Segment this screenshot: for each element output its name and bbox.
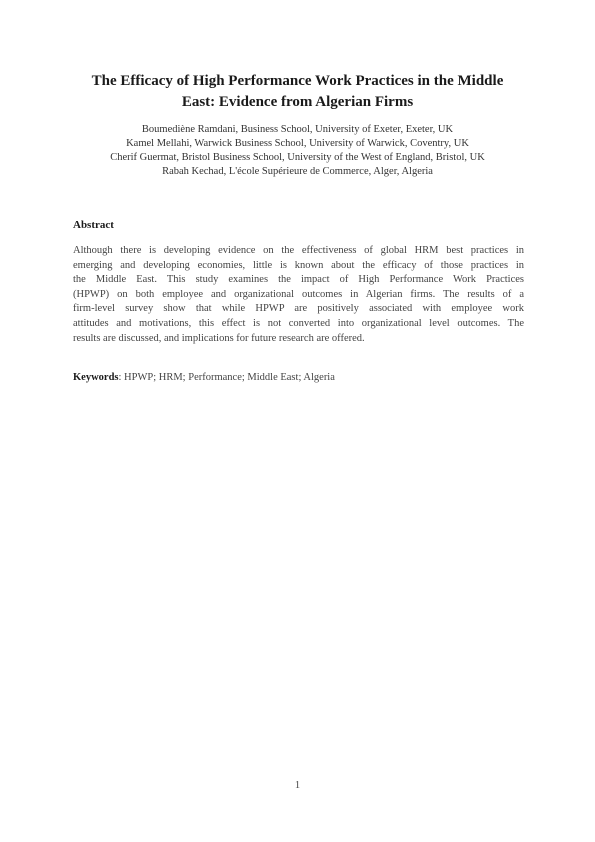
abstract-line-2: emerging and developing economies, little is known about the efficacy of those practices in — [73, 259, 524, 271]
keywords-separator: : — [118, 372, 125, 383]
author-affiliation-1: Boumediène Ramdani, Business School, University of Exeter, Exeter, UK — [141, 124, 454, 135]
abstract-line-4: (HPWP) on both employee and organizational outcomes in Algerian firms. The results of a — [73, 288, 524, 300]
abstract-line-1: Although there is developing evidence on the effectiveness of global HRM best practices in — [73, 245, 524, 256]
abstract-heading: Abstract — [73, 219, 114, 231]
abstract-line-3: the Middle East. This study examines the impact of High Performance Work Practices — [73, 274, 524, 286]
abstract-line-7: results are discussed, and implications for future research are offered. — [73, 332, 365, 344]
title-line-1: The Efficacy of High Performance Work Practices in the Middle — [91, 73, 504, 89]
abstract-line-6: attitudes and motivations, this effect is not converted into organizational level outcomes. The — [73, 317, 524, 329]
author-list — [40, 123, 555, 179]
author-affiliation-4: Rabah Kechad, L'école Supérieure de Commerce, Alger, Algeria — [162, 166, 433, 177]
keywords-label: Keywords — [73, 372, 119, 383]
abstract-body — [73, 244, 524, 346]
title-line-2: East: Evidence from Algerian Firms — [181, 94, 414, 110]
author-affiliation-2: Kamel Mellahi, Warwick Business School, University of Warwick, Coventry, UK — [126, 138, 469, 149]
page-number: 1 — [294, 780, 301, 791]
keywords — [73, 371, 335, 385]
paper-title — [60, 71, 535, 113]
keywords-value: HPWP; HRM; Performance; Middle East; Algeria — [124, 372, 335, 383]
author-affiliation-3: Cherif Guermat, Bristol Business School, University of the West of England, Bristol, UK — [110, 152, 485, 163]
abstract-line-5: firm-level survey show that while HPWP are positively associated with employee work — [73, 303, 524, 315]
